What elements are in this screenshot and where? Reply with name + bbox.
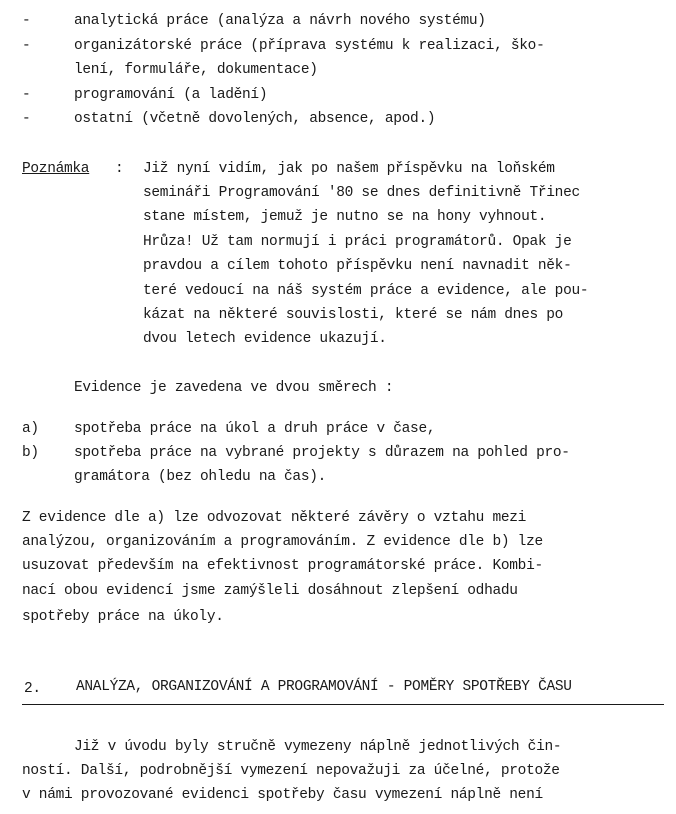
- section-title: ANALÝZA, ORGANIZOVÁNÍ A PROGRAMOVÁNÍ - POMĚRY SPOTŘEBY ČASU: [76, 679, 572, 695]
- note-line: Hrůza! Už tam normují i práci programátorů. Opak je: [143, 234, 572, 250]
- note-line: semináři Programování '80 se dnes definitivně Třinec: [143, 185, 580, 201]
- paragraph-line: usuzovat především na efektivnost programátorské práce. Kombi-: [22, 558, 543, 574]
- list-marker: -: [22, 38, 31, 54]
- paragraph-line: analýzou, organizováním a programováním. Z evidence dle b) lze: [22, 534, 543, 550]
- note-line: stane místem, jemuž je nutno se na hony vyhnout.: [143, 209, 547, 225]
- list-item-text: programování (a ladění): [74, 87, 268, 103]
- list-marker: -: [22, 13, 31, 29]
- section-number: 2.: [24, 681, 41, 697]
- paragraph-line: Z evidence dle a) lze odvozovat některé závěry o vztahu mezi: [22, 510, 527, 526]
- note-separator: :: [115, 161, 124, 177]
- paragraph-line: spotřeby práce na úkoly.: [22, 609, 224, 625]
- note-line: dvou letech evidence ukazují.: [143, 331, 387, 347]
- paragraph-line: v námi provozované evidenci spotřeby času vymezení náplně není: [22, 787, 543, 803]
- note-line: kázat na některé souvislosti, které se nám dnes po: [143, 307, 564, 323]
- section-underline: [22, 704, 664, 705]
- evidence-item-text: spotřeba práce na vybrané projekty s důrazem na pohled pro-: [74, 445, 570, 461]
- list-item-text: organizátorské práce (příprava systému k realizaci, ško-: [74, 38, 545, 54]
- evidence-intro: Evidence je zavedena ve dvou směrech :: [74, 380, 394, 396]
- paragraph-line: nací obou evidencí jsme zamýšleli dosáhnout zlepšení odhadu: [22, 583, 518, 599]
- evidence-item-text: spotřeba práce na úkol a druh práce v čase,: [74, 421, 436, 437]
- note-line: Již nyní vidím, jak po našem příspěvku na loňském: [143, 161, 555, 177]
- evidence-item-text: gramátora (bez ohledu na čas).: [74, 469, 327, 485]
- paragraph-line: Již v úvodu byly stručně vymezeny náplně jednotlivých čin-: [74, 739, 562, 755]
- note-line: teré vedoucí na náš systém práce a evidence, ale pou-: [143, 283, 589, 299]
- list-item-text: ostatní (včetně dovolených, absence, apod.): [74, 111, 436, 127]
- evidence-marker: b): [22, 445, 39, 461]
- note-line: pravdou a cílem tohoto příspěvku není navnadit něk-: [143, 258, 572, 274]
- list-marker: -: [22, 111, 31, 127]
- list-item-text: lení, formuláře, dokumentace): [74, 62, 318, 78]
- paragraph-line: ností. Další, podrobnější vymezení nepovažuji za účelné, protože: [22, 763, 560, 779]
- note-label: Poznámka: [22, 161, 90, 177]
- list-item-text: analytická práce (analýza a návrh nového systému): [74, 13, 486, 29]
- evidence-marker: a): [22, 421, 39, 437]
- list-marker: -: [22, 87, 31, 103]
